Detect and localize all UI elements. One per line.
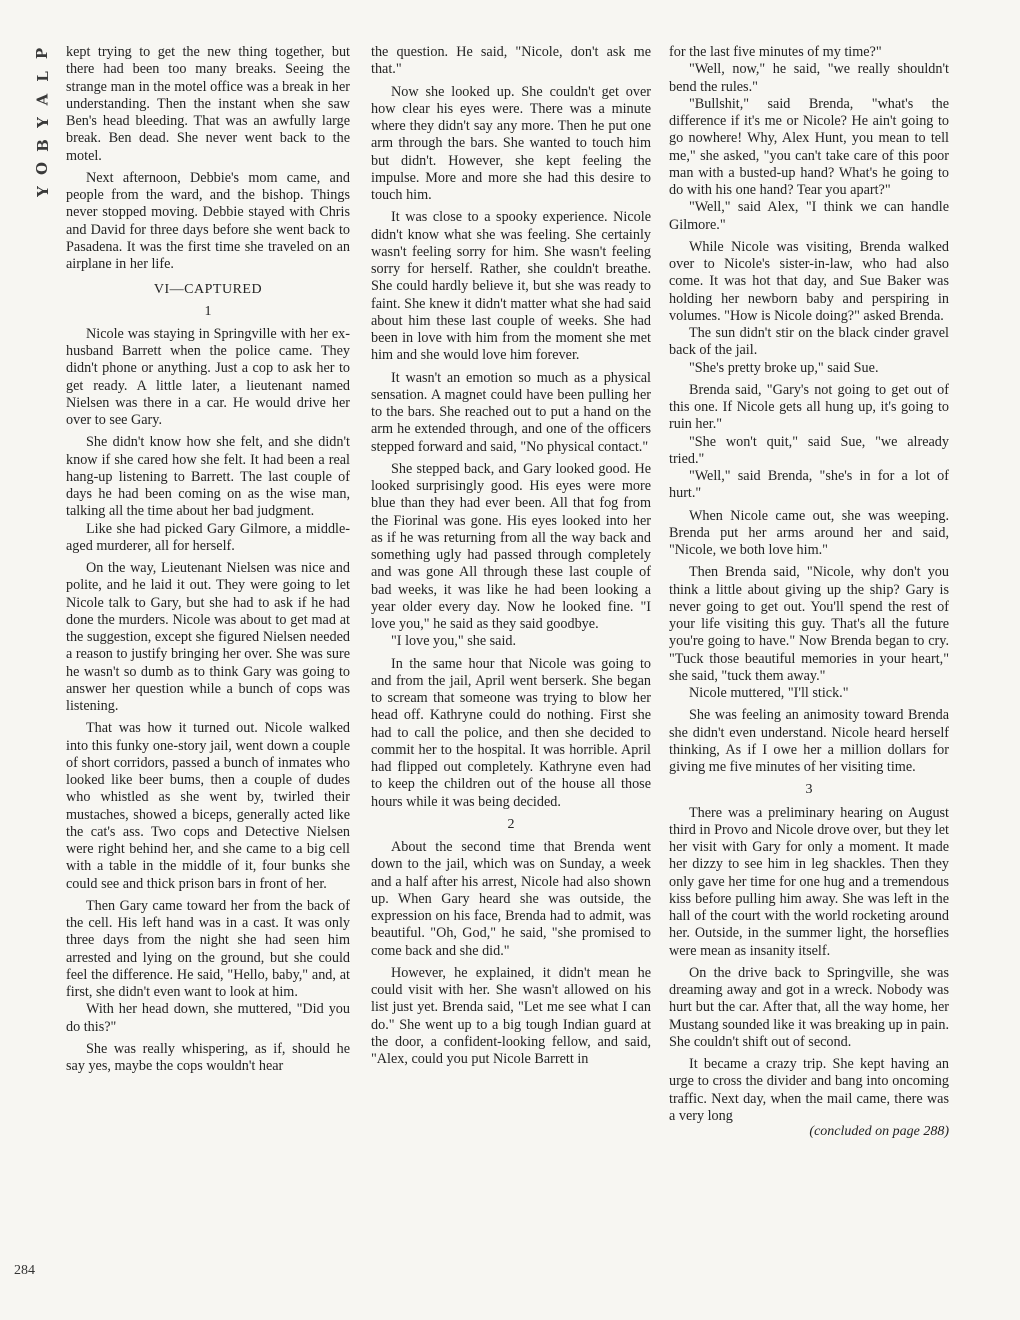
paragraph: It was close to a spooky experience. Nicole didn't know what she was feeling. She certainly wasn't feeling sorry for him. She wasn't feeling sorry for herself. Rather, she couldn't breathe. She could hardly believe it, but she was ready to faint. She knew it didn't matter what she had said about him these last couple of weeks. She had been in love with him from the moment she met him and she would love him forever. [371, 209, 651, 364]
paragraph: On the way, Lieutenant Nielsen was nice and polite, and he laid it out. They were going to let Nicole talk to Gary, but she had to ask if he had done the murders. Nicole was about to get mad at the suggestion, except she figured Nielsen needed a reason to justify bringing her over. She was sure he wasn't so dumb as to think Gary was going to answer her question while a bunch of cops was listening. [66, 560, 350, 714]
paragraph: That was how it turned out. Nicole walked into this funky one-story jail, went down a couple of short corridors, passed a bunch of inmates who looked like beer bums, then a couple of dudes who whistled as she went by, twirled their mustaches, showed a biceps, generally acted like the cat's ass. Two cops and Detective Nielsen were right behind her, and she came to a big cell with a table in the middle of it, four bunks she could see and thick prison bars in front of her. [66, 720, 350, 892]
paragraph: Then Brenda said, "Nicole, why don't you think a little about giving up the ship? Gary is never going to get out. You'll spend the rest of your life visiting this guy. That's all the future you're going to have." Now Brenda began to cry. "Tuck those beautiful memories in your heart," she said, "tuck them away." [669, 564, 949, 684]
paragraph: With her head down, she muttered, "Did you do this?" [66, 1001, 350, 1035]
paragraph: While Nicole was visiting, Brenda walked over to Nicole's sister-in-law, who had also come. It was hot that day, and Sue Baker was holding her newborn baby and perspiring in volumes. "How is Nicole doing?" asked Brenda. [669, 238, 949, 324]
paragraph: for the last five minutes of my time?" [669, 44, 882, 60]
text-column-2 [371, 44, 651, 1073]
section-numeral: 1 [204, 303, 212, 319]
paragraph: The sun didn't stir on the black cinder gravel back of the jail. [669, 325, 949, 359]
paragraph: It wasn't an emotion so much as a physical sensation. A magnet could have been pulling her to the bars. She reached out to put a hand on the arm he extended through, and one of the officers stepped forward and said, "No physical contact." [371, 369, 651, 455]
paragraph: On the drive back to Springville, she was dreaming away and got in a wreck. Nobody was hurt but the car. After that, all the way home, her Mustang sounded like it was breaking up in pain. She couldn't shift out of second. [669, 964, 949, 1050]
paragraph: She was feeling an animosity toward Brenda she didn't even understand. Nicole heard herself thinking, As if I owe her a million dollars for giving me five minutes of her visiting time. [669, 707, 949, 775]
paragraph: When Nicole came out, she was weeping. Brenda put her arms around her and said, "Nicole, we both love him." [669, 507, 949, 558]
paragraph: She was really whispering, as if, should he say yes, maybe the cops wouldn't hear [66, 1040, 350, 1074]
masthead-letter: Y [33, 186, 52, 197]
page-number: 284 [14, 1263, 35, 1278]
paragraph: "Bullshit," said Brenda, "what's the difference if it's me or Nicole? He ain't going to go nowhere! Why, Alex Hunt, you mean to tell me," she asked, "you can't take care of this poor man with a busted-up hand? What's he going to do with his one hand? Tear you apart?" [669, 95, 949, 198]
paragraph: "Well, now," he said, "we really shouldn't bend the rules." [669, 61, 949, 95]
masthead-letter: B [33, 139, 52, 152]
paragraph: "Well," said Brenda, "she's in for a lot of hurt." [669, 468, 949, 502]
paragraph: the question. He said, "Nicole, don't ask me that." [371, 44, 651, 78]
paragraph: Then Gary came toward her from the back of the cell. His left hand was in a cast. It was only three days from the night she had seen him arrested and lying on the ground, but she could feel the difference. He said, "Hello, baby," and, at first, she didn't even want to look at him. [66, 897, 350, 1000]
section-numeral: 3 [805, 782, 813, 798]
masthead-letter: L [33, 71, 52, 82]
masthead-letter: Y [33, 117, 52, 128]
continuation-note: (concluded on page 288) [809, 1124, 949, 1139]
text-column-1 [66, 44, 350, 1080]
paragraph: However, he explained, it didn't mean he could visit with her. She wasn't allowed on his list just yet. Brenda said, "Let me see what I can do." She went up to a big tough Indian guard at the door, a confident-looking fellow, and said, "Alex, could you put Nicole Barrett in [371, 964, 651, 1067]
masthead-letter: O [33, 161, 52, 176]
paragraph: "She won't quit," said Sue, "we already tried." [669, 433, 949, 467]
masthead-letter: A [33, 93, 52, 106]
paragraph: Nicole muttered, "I'll stick." [689, 685, 849, 701]
paragraph: Brenda said, "Gary's not going to get out of this one. If Nicole gets all hung up, it's going to ruin her." [669, 381, 949, 433]
paragraph: Now she looked up. She couldn't get over how clear his eyes were. There was a minute where they didn't say any more. Then he put one arm through the bars. She wanted to touch him but didn't. However, she kept feeling the impulse. More and more she had this desire to touch him. [371, 83, 651, 203]
paragraph: "Well," said Alex, "I think we can handle Gilmore." [669, 199, 949, 233]
paragraph: Next afternoon, Debbie's mom came, and people from the ward, and the bishop. Things never stopped moving. Debbie stayed with Chris and David for three days before she went back to Pasadena. It was the first time she traveled on an airplane in her life. [66, 169, 350, 272]
paragraph: About the second time that Brenda went down to the jail, which was on Sunday, a week and a half after his arrest, Nicole had also shown up. When Gary heard she was outside, the expression on his face, Brenda had to admit, was beautiful. "Oh, God," he said, "she promised to come back and she did." [371, 839, 651, 959]
magazine-masthead [30, 42, 56, 203]
paragraph: kept trying to get the new thing together, but there had been too many breaks. Seeing the strange man in the motel office was a break in her understanding. Then the instant when she saw Ben's head bleeding. That was an awfully large break. Ben dead. She never went back to the motel. [66, 44, 350, 164]
paragraph: She stepped back, and Gary looked good. He looked surprisingly good. His eyes were more blue than they had ever been. All that fog from the Fiorinal was gone. His eyes looked into her as if he was returning from all the way back and something ugly had passed through completely and was gone All through these last couple of bad weeks, it was like he had been looking a year older every day. Now he looked fine. "I love you," he said as they said goodbye. [371, 460, 651, 632]
text-column-3 [669, 44, 949, 1140]
section-title: VI—CAPTURED [153, 282, 263, 298]
paragraph: "She's pretty broke up," said Sue. [689, 359, 879, 376]
section-numeral: 2 [507, 816, 515, 832]
paragraph: There was a preliminary hearing on August third in Provo and Nicole drove over, but they let her visit with Gary for only a moment. It made her dizzy to see him in leg shackles. Then they only gave her time for one hug and a tremendous kiss before pulling him away. She was left in the hall of the court with the world rocketing around her. Outside, in the summer light, the horseflies were mean as insanity itself. [669, 804, 949, 959]
paragraph: Nicole was staying in Springville with her ex-husband Barrett when the police came. They didn't phone or anything. Just a cop to ask her to get ready. A little later, a lieutenant named Nielsen was there in a car. He would drive her over to see Gary. [66, 325, 350, 428]
masthead-letter: P [33, 47, 52, 60]
paragraph: "I love you," she said. [391, 633, 517, 650]
paragraph: In the same hour that Nicole was going to and from the jail, April went berserk. She began to scream that someone was trying to blow her head off. Kathryne could do nothing. First she had to call the police, and then she decided to commit her to the hospital. It was horrible. April had flipped out completely. Kathryne even had to keep the children out of the house all those hours while it was being decided. [371, 655, 651, 810]
paragraph: She didn't know how she felt, and she didn't know if she cared how she felt. It had been a real hang-up listening to Barrett. The last couple of days he had been coming on as the wise man, talking all the time about her bad judgment. [66, 434, 350, 520]
paragraph: Like she had picked Gary Gilmore, a middle-aged murderer, all for herself. [66, 520, 350, 554]
paragraph: It became a crazy trip. She kept having an urge to cross the divider and bang into oncoming traffic. Next day, when the mail came, there was a very long [669, 1056, 949, 1124]
